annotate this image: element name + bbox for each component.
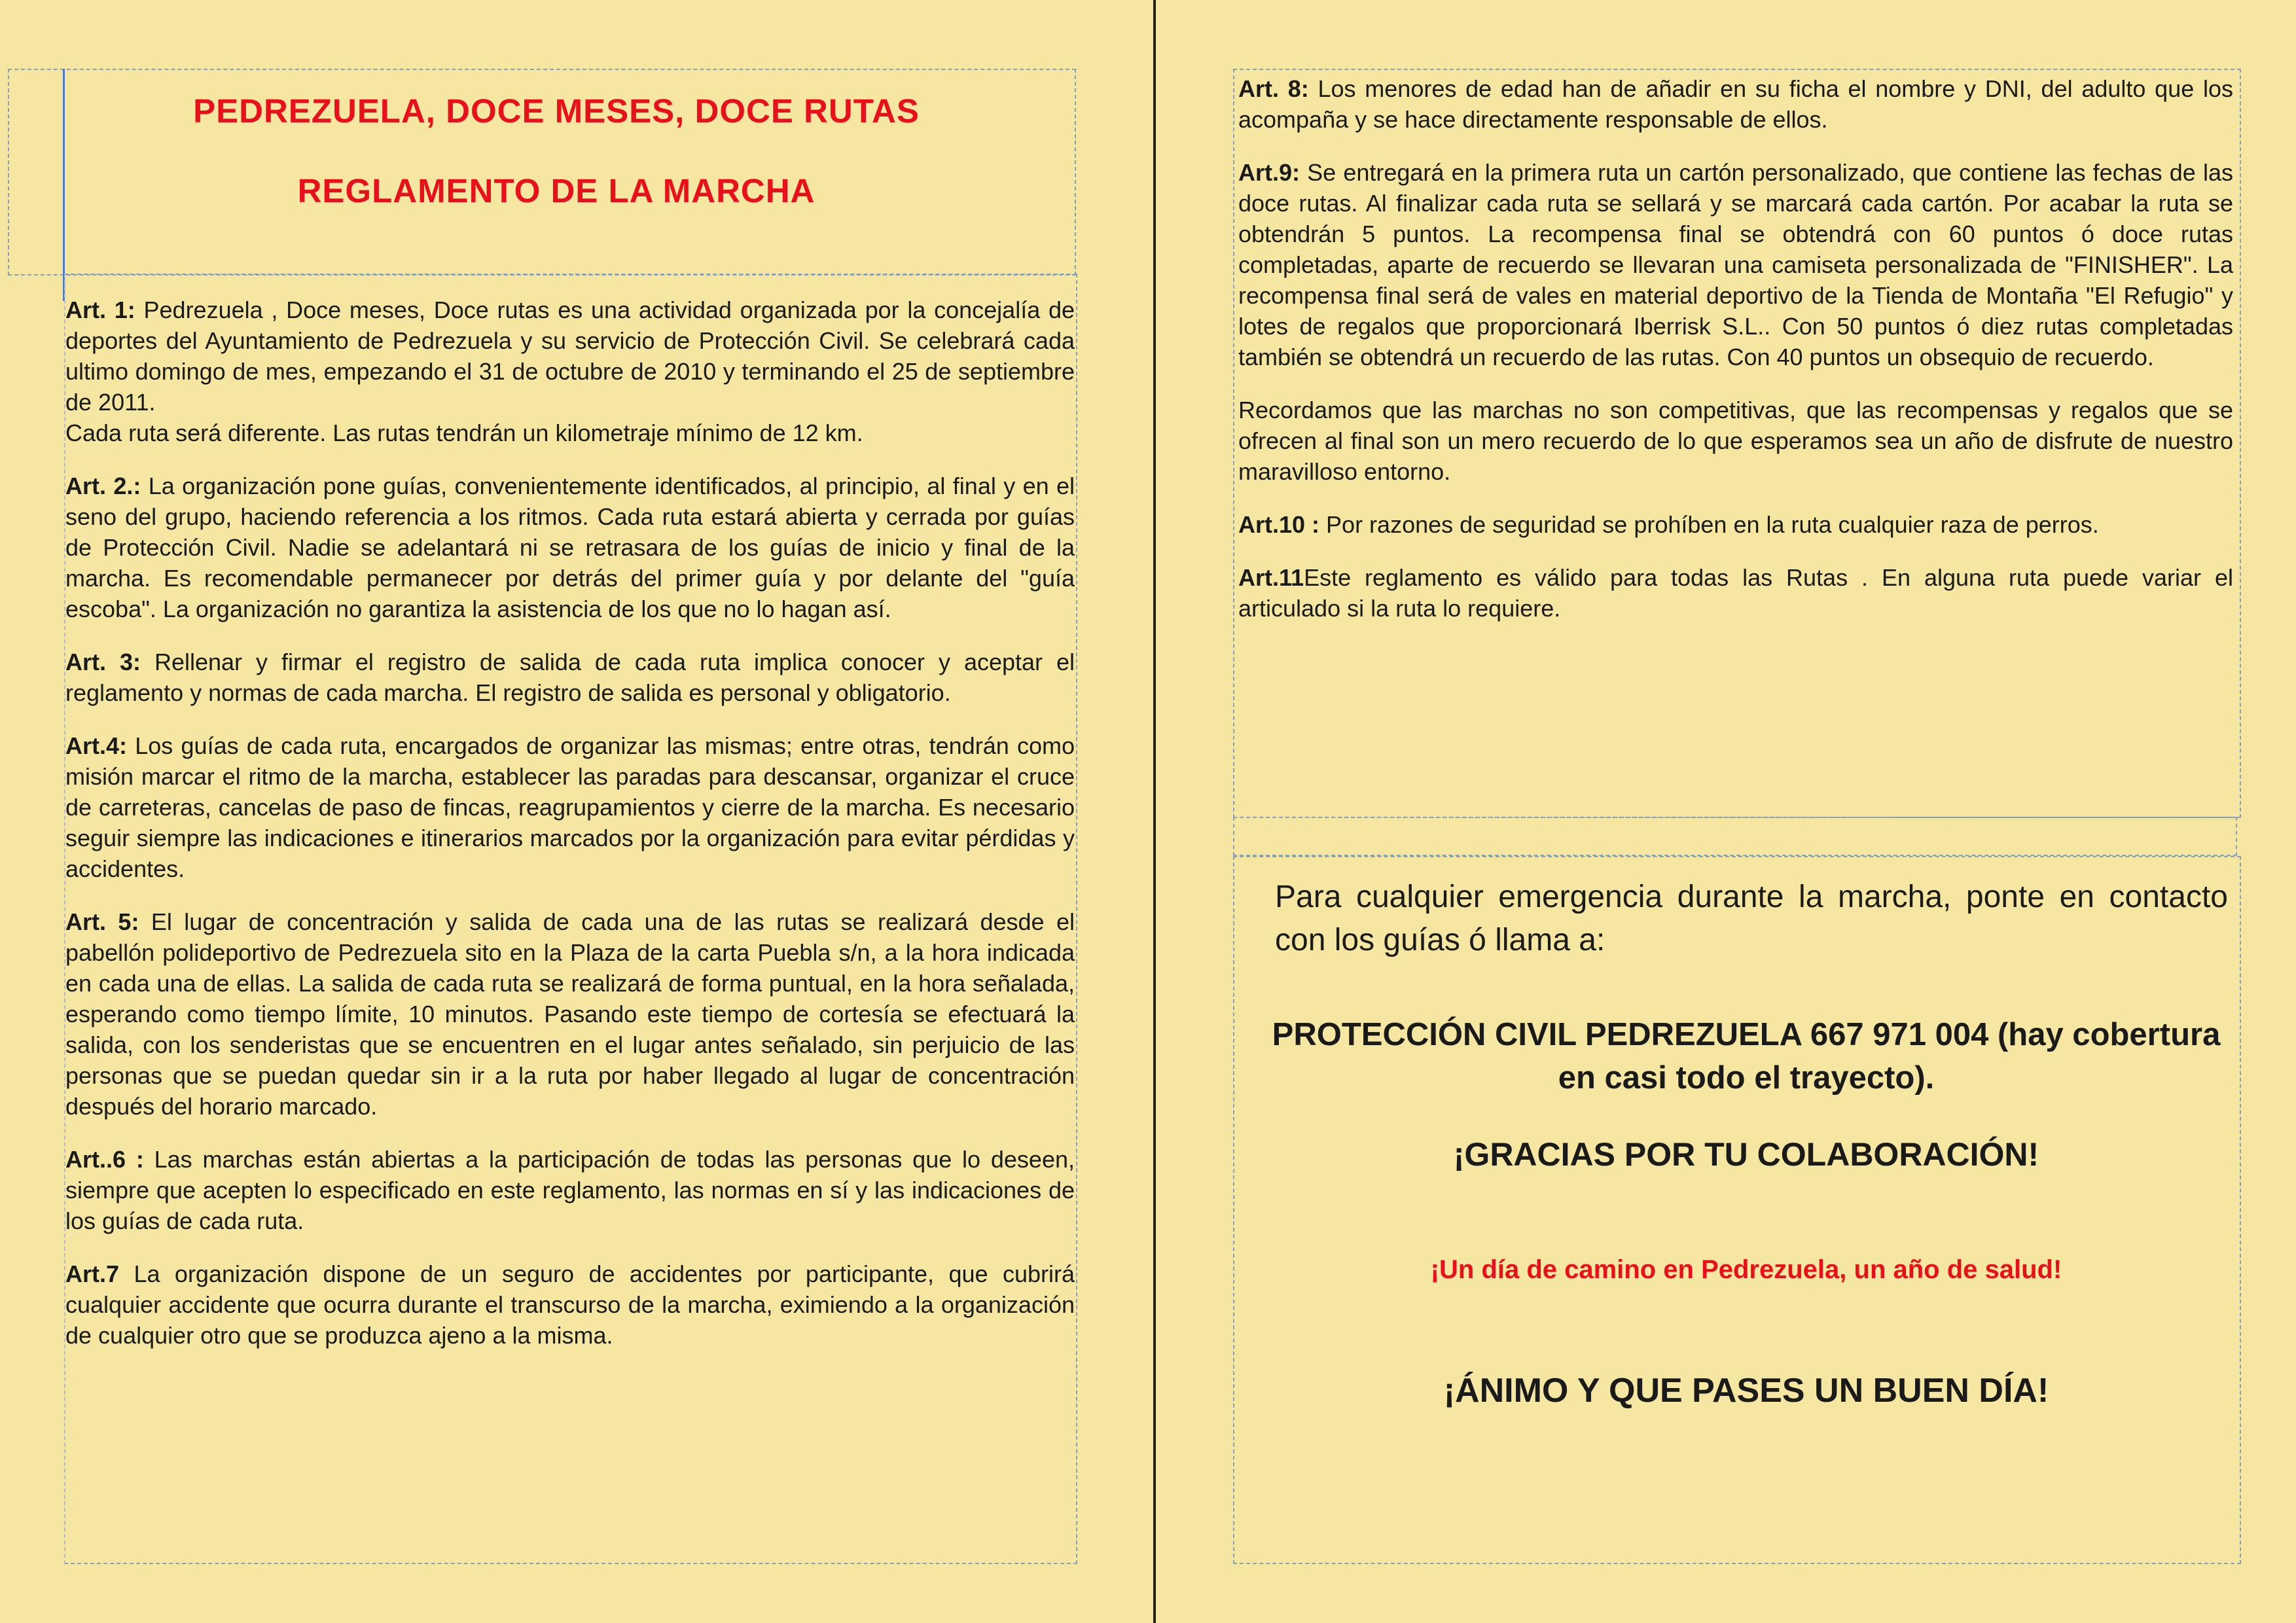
article-text: El lugar de concentración y salida de cada una de las rutas se realizará desde el pabellón polideportivo de Pedrezuela sito en la Plaza de la carta Puebla s/n, a la hora indicada en cada una de ellas. La salida de cada ruta se realizará de forma puntual, en la hora señalada, esperando como tiempo límite, 10 minutos. Pasando este tiempo de cortesía se efectuará la salida, con los senderistas que se encuentren en el lugar antes señalado, sin perjuicio de las personas que se puedan quedar sin ir a la ruta por haber llegado al lugar de concentración después del horario marcado. [65,908,1075,1120]
article-label: Art.11 [1238,564,1304,591]
article-label: Art. 1: [65,296,135,323]
article-7 [65,1258,1075,1351]
article-text: Se entregará en la primera ruta un cartón personalizado, que contiene las fechas de las doce rutas. Al finalizar cada ruta se sellará y se marcará cada cartón. Por acabar la ruta se obtendrán 5 puntos. La recompensa final se obtendrá con 60 puntos ó doce rutas completadas, aparte de recuerdo se llevaran una camiseta personalizada de "FINISHER". La recompensa final será de vales en material deportivo de la Tienda de Montaña "El Refugio" y lotes de regalos que proporcionará Iberrisk S.L.. Con 50 puntos ó diez rutas completadas también se obtendrá un recuerdo de las rutas. Con 40 puntos un obsequio de recuerdo. [1238,159,2233,370]
article-text: La organización dispone de un seguro de accidentes por participante, que cubrirá cualquier accidente que ocurra durante el transcurso de la marcha, eximiendo a la organización de cualquier otro que se produzca ajeno a la misma. [65,1260,1075,1349]
emergency-phone: PROTECCIÓN CIVIL PEDREZUELA 667 971 004 (hay cobertura en casi todo el trayecto). [1272,1017,2221,1096]
article-text: Los menores de edad han de añadir en su ficha el nombre y DNI, del adulto que los acompaña y se hace directamente responsable de ellos. [1238,75,2233,133]
article-10 [1238,509,2233,540]
article-text: Pedrezuela , Doce meses, Doce rutas es una actividad organizada por la concejalía de deportes del Ayuntamiento de Pedrezuela y su servicio de Protección Civil. Se celebrará cada ultimo domingo de mes, empezando el 31 de octubre de 2010 y terminando el 25 de septiembre de 2011. [65,296,1075,416]
document-subtitle: REGLAMENTO DE LA MARCHA [297,172,816,209]
thanks-message: ¡GRACIAS POR TU COLABORACIÓN! [1453,1136,2039,1173]
right-column [1238,73,2233,646]
text-cursor-guide [63,69,65,301]
article-text: Recordamos que las marchas no son competitivas, que las recompensas y regalos que se ofrecen al final son un mero recuerdo de lo que esperamos sea un año de disfrute de nuestro maravilloso entorno. [1238,397,2233,485]
contact-frame [1233,856,2241,1564]
article-label: Art. 5: [65,908,139,935]
article-label: Art.9: [1238,159,1300,186]
article-label: Art..6 : [65,1146,144,1173]
article-2 [65,471,1075,624]
article-4 [65,730,1075,884]
article-text: Las marchas están abiertas a la participación de todas las personas que lo deseen, siempre que acepten lo especificado en este reglamento, las normas en sí y las indicaciones de los guías de cada ruta. [65,1146,1075,1234]
article-3 [65,647,1075,708]
left-column [65,294,1075,1373]
article-text: Cada ruta será diferente. Las rutas tendrán un kilometraje mínimo de 12 km. [65,419,863,446]
article-text: Los guías de cada ruta, encargados de organizar las mismas; entre otras, tendrán como misión marcar el ritmo de la marcha, establecer las paradas para descansar, organizar el cruce de carreteras, cancelas de paso de fincas, reagrupamientos y cierre de la marcha. Es necesario seguir siempre las indicaciones e itinerarios marcados por la organización para evitar pérdidas y accidentes. [65,732,1075,882]
closing-message: ¡ÁNIMO Y QUE PASES UN BUEN DÍA! [1443,1372,2049,1410]
article-label: Art. 2.: [65,473,141,499]
article-8 [1238,73,2233,135]
article-label: Art. 3: [65,649,141,675]
article-text: Rellenar y firmar el registro de salida de cada ruta implica conocer y aceptar el reglamento y normas de cada marcha. El registro de salida es personal y obligatorio. [65,649,1075,706]
page-fold-divider [1153,0,1156,1623]
article-text: Este reglamento es válido para todas las Rutas . En alguna ruta puede variar el articulado si la ruta lo requiere. [1238,564,2233,622]
article-1-note [65,418,1075,448]
article-label: Art.7 [65,1260,120,1287]
article-1 [65,294,1075,418]
slogan: ¡Un día de camino en Pedrezuela, un año de salud! [1430,1255,2062,1284]
article-text: Por razones de seguridad se prohíben en la ruta cualquier raza de perros. [1319,511,2099,538]
article-6 [65,1144,1075,1236]
article-label: Art.4: [65,732,128,759]
article-9 [1238,157,2233,372]
article-11 [1238,562,2233,624]
article-label: Art. 8: [1238,75,1309,102]
article-label: Art.10 : [1238,511,1320,538]
document-title: PEDREZUELA, DOCE MESES, DOCE RUTAS [193,92,920,130]
empty-text-box [1233,817,2237,856]
emergency-intro: Para cualquier emergencia durante la marcha, ponte en contacto con los guías ó llama a: [1275,880,2228,957]
non-competitive-note [1238,395,2233,487]
article-5 [65,906,1075,1122]
article-text: La organización pone guías, convenientemente identificados, al principio, al final y en el seno del grupo, haciendo referencia a los ritmos. Cada ruta estará abierta y cerrada por guías de Protección Civil. Nadie se adelantará ni se retrasara de los guías de inicio y final de la marcha. Es recomendable permanecer por detrás del primer guía y por delante del "guía escoba". La organización no garantiza la asistencia de los que no lo hagan así. [65,473,1075,622]
